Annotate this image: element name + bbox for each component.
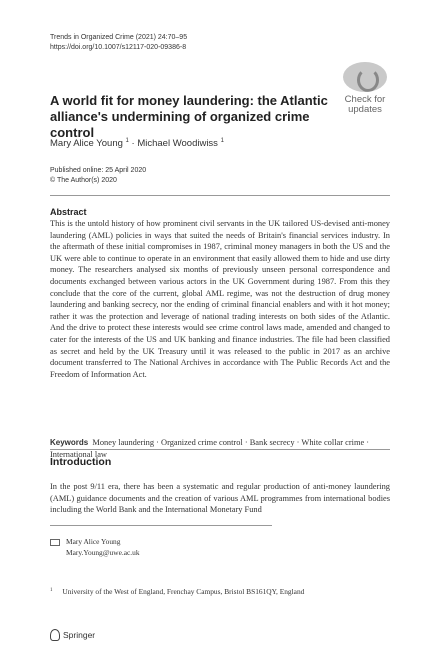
affiliation-marker: 1 [220, 138, 224, 144]
author-list [50, 138, 224, 149]
badge-line-2: updates [348, 104, 382, 115]
affiliation-marker: 1 [125, 138, 129, 144]
author-name[interactable]: Michael Woodiwiss [137, 138, 218, 150]
contact-email[interactable]: Mary.Young@uwe.ac.uk [66, 547, 140, 557]
footnote-divider [50, 525, 272, 526]
springer-horse-icon [50, 629, 60, 641]
crossmark-icon [343, 62, 387, 92]
author-separator: · [131, 138, 135, 150]
introduction-text: In the post 9/11 era, there has been a systematic and regular production of anti-money laundering (AML) guidance documents and the creation of various AML programmes from international bodies including the World Bank and the International Monetary Fund [50, 482, 390, 515]
affiliation-footnote [50, 587, 304, 596]
introduction-heading: Introduction [50, 456, 112, 468]
author-name[interactable]: Mary Alice Young [50, 138, 123, 150]
abstract-heading: Abstract [50, 207, 87, 217]
badge-line-1: Check for [344, 94, 386, 105]
publisher-logo [50, 629, 95, 641]
publisher-name: Springer [63, 630, 96, 640]
contact-name: Mary Alice Young [66, 537, 121, 546]
keywords-label: Keywords [50, 438, 89, 447]
keywords-text: Money laundering · Organized crime control · Bank secrecy · White collar crime · International law [50, 438, 370, 459]
affiliation-number: 1 [50, 587, 53, 593]
publication-info [50, 166, 146, 186]
section-divider [50, 195, 390, 196]
corresponding-author [50, 537, 140, 558]
journal-citation: Trends in Organized Crime (2021) 24:70–95 [50, 34, 188, 41]
journal-header [50, 33, 187, 52]
abstract-text: This is the untold history of how prominent civil servants in the UK tailored US-devised anti-money laundering (AML) policies in ways that suited the needs of Britain's financial services industry. In the aftermath of these initial compromises in 1987, criminal money managers in both the US and the UK were able to continue to operate in an environment that easily allowed them to hide and use dirty money. The researchers analysed six months of previously unseen personal correspondence and documents exchanged between various actors in the UK Government during 1987. From this they conclude that the core of the current, global AML regime, was not the destruction of drug money laundering and banking secrecy, nor the ending of criminal financial enablers and with it hot money; rather it was the protection and leverage of national trading interests on both sides of the Atlantic. And the drive to protect these interests would see crime control laws made, amended and changed to cater for the interests of the US and UK banking and finance industries. The file had been classified as secret and held by the UK Treasury until it was released to the public in 2017 as an archive document transferred to The National Archives in accordance with The Public Records Act and the Freedom of Information Act. [50, 219, 390, 379]
check-for-updates-badge[interactable] [340, 62, 390, 115]
section-divider [50, 449, 390, 450]
published-date: Published online: 25 April 2020 [50, 167, 147, 174]
envelope-icon [50, 539, 60, 546]
article-title: A world fit for money laundering: the Atlantic alliance's undermining of organized crime control [50, 93, 328, 140]
affiliation-text: University of the West of England, Frenchay Campus, Bristol BS161QY, England [62, 587, 305, 596]
doi-link[interactable]: https://doi.org/10.1007/s12117-020-09386-8 [50, 43, 187, 51]
copyright-notice: © The Author(s) 2020 [50, 177, 117, 184]
